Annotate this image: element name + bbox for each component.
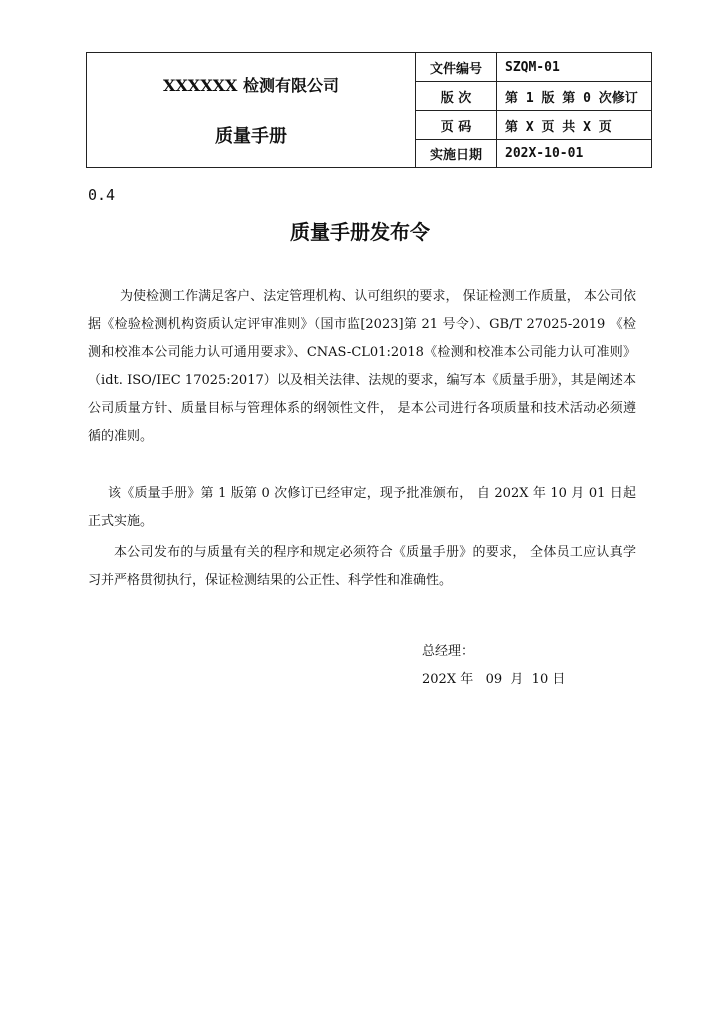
signature-label: 总经理：	[422, 644, 475, 659]
value-doc-number: SZQM-01	[497, 53, 652, 82]
label-effective-date: 实施日期	[416, 140, 497, 168]
document-header-table	[86, 52, 652, 168]
paragraph-3: 本公司发布的与质量有关的程序和规定必须符合《质量手册》的要求， 全体员工应认真学习并严格贯彻执行，保证检测结果的公正性、科学性和准确性。	[88, 545, 636, 588]
label-edition: 版 次	[416, 82, 497, 111]
company-title-cell	[87, 53, 416, 168]
company-name: XXXXXX 检测有限公司	[162, 75, 340, 95]
value-page: 第 X 页 共 X 页	[497, 111, 652, 140]
label-doc-number: 文件编号	[416, 53, 497, 82]
paragraph-2: 该《质量手册》第 1 版第 0 次修订已经审定，现予批准颁布， 自 202X 年 10 月 01 日起正式实施。	[88, 486, 636, 529]
page-title: 质量手册发布令	[290, 220, 430, 244]
value-effective-date: 202X-10-01	[497, 140, 652, 168]
signature-date: 202X 年 09 月 10 日	[422, 672, 566, 687]
paragraph-1: 为使检测工作满足客户、法定管理机构、认可组织的要求， 保证检测工作质量， 本公司依据《检验检测机构资质认定评审准则》（国市监[2023]第 21 号令）、GB/T 27025-2019 《检测和校准本公司能力认可通用要求》、CNAS-CL01:2018《检测和校准本公司能力认可准则》（idt. ISO/IEC 17025:2017）以及相关法律、法规的要求，编写本《质量手册》，其是阐述本公司质量方针、质量目标与管理体系的纲领性文件， 是本公司进行各项质量和技术活动必须遵循的准则。	[88, 289, 636, 444]
section-number: 0.4	[88, 186, 116, 204]
value-edition: 第 1 版 第 0 次修订	[497, 82, 652, 111]
label-page: 页 码	[416, 111, 497, 140]
manual-name: 质量手册	[215, 125, 287, 147]
